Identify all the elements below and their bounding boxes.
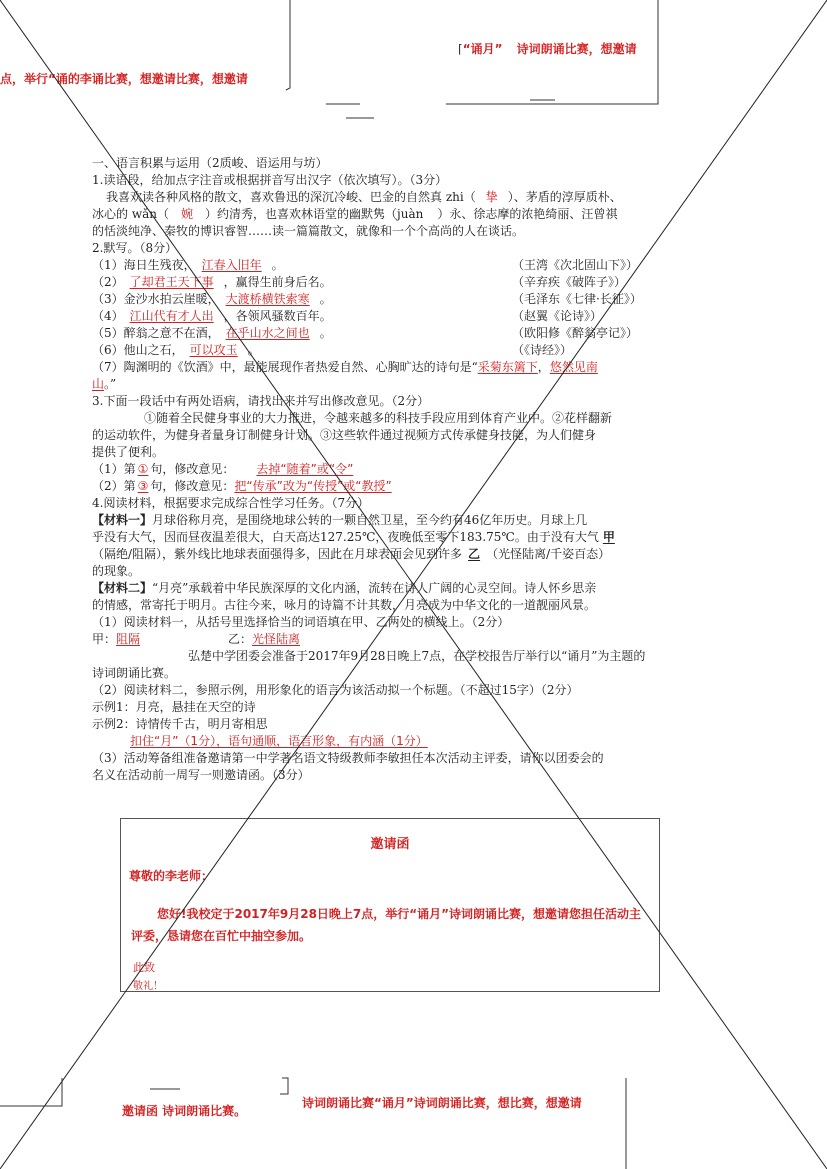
q3-p3: 提供了便利。 xyxy=(92,445,165,459)
q2-answer: 江春入旧年 xyxy=(201,258,262,272)
q2-item: （6）他山之石， 可以攻玉 。 （《诗经》） xyxy=(92,343,573,357)
q2-stem: 2.默写。（8分） xyxy=(92,241,178,255)
q3-answer-2: 把“传承”改为“传授”或“教授” xyxy=(234,479,392,493)
q4-s2-answer: 扣住“月”（1分），语句通顺，语言形象，有内涵（1分） xyxy=(130,734,428,748)
q2-item7-answer-2: 悠然见南 xyxy=(549,360,598,374)
q3-stem: 3.下面一段话中有两处语病，请找出来并写出修改意见。（2分） xyxy=(92,394,430,408)
q4-answer-jia: 阻隔 xyxy=(116,632,141,646)
q2-answer: 在乎山水之间也 xyxy=(225,326,310,340)
letter-title: 邀请函 xyxy=(370,837,410,852)
q1-line3: 的恬淡纯净、秦牧的博识睿智……读一篇篇散文，就像和一个个高尚的人在谈话。 xyxy=(92,224,525,238)
q2-item: （4） 江山代有才人出 ，各领风骚数百年。 （赵翼《论诗》） xyxy=(92,309,603,323)
q4-m1-line1: 【材料一】月球俗称月亮，是围绕地球公转的一颗自然卫星，至今约有46亿年历史。月球上几 xyxy=(92,513,588,527)
q2-answer: 大渡桥横铁索寒 xyxy=(225,292,310,306)
q4-s2: （2）阅读材料二，参照示例，用形象化的语言为该活动拟一个标题。（不超过15字）（2分） xyxy=(92,683,579,697)
q4-example-1: 示例1：月亮，悬挂在天空的诗 xyxy=(92,700,256,714)
q1-line2: 冰心的 wǎn（ 婉 ）约清秀，也喜欢林语堂的幽默隽（juàn ）永、徐志摩的浓艳绮丽、汪曾祺 xyxy=(92,207,618,221)
footer-right-fragment: 诗词朗诵比赛“诵月”诗词朗诵比赛，想比赛，想邀请 xyxy=(302,1096,582,1110)
q1-line1: 我喜欢读各种风格的散文，喜欢鲁迅的深沉冷峻、巴金的自然真 zhi（ 挚 ）、茅盾的淳厚质朴、 xyxy=(106,190,622,204)
q2-source: （《诗经》） xyxy=(512,343,573,357)
q4-blank-jia: 甲 xyxy=(602,530,615,544)
q4-blank-yi: 乙 xyxy=(468,547,481,561)
letter-closing-1: 此致 xyxy=(133,961,155,974)
letter-closing-2: 敬礼！ xyxy=(133,981,163,992)
q4-answer-yi: 光怪陆离 xyxy=(252,632,301,646)
section-title: 一、语言积累与运用（2质峻、语运用与坊） xyxy=(92,156,328,170)
q2-item: （1）海日生残夜， 江春入旧年 。 （王湾《次北固山下》） xyxy=(92,258,639,272)
q1-answer-2: 婉 xyxy=(180,207,193,221)
q4-s1-answers: 甲：阻隔 乙：光怪陆离 xyxy=(92,631,672,648)
q3-answer-1-line: （1）第 ① 句，修改意见： 去掉“随着”或“令” xyxy=(92,461,672,478)
q2-item: （5）醉翁之意不在酒， 在乎山水之间也 。 （欧阳修《醉翁亭记》） xyxy=(92,326,639,340)
q2-item7: （7）陶渊明的《饮酒》中，最能展现作者热爱自然、心胸旷达的诗句是“采菊东篱下，悠然见南 xyxy=(92,360,598,374)
q3-answer-1: 去掉“随着”或“令” xyxy=(256,462,354,476)
q4-m2-line2: 的情感，常寄托于明月。古往今来，咏月的诗篇不计其数，月亮成为中华文化的一道靓丽风景。 xyxy=(92,598,597,612)
q2-item: （3）金沙水拍云崖暖， 大渡桥横铁索寒 。 （毛泽东《七律·长征》） xyxy=(92,292,642,306)
q2-item7-cont: 山。” xyxy=(92,377,117,391)
letter-greeting: 尊敬的李老师： xyxy=(129,869,214,883)
header-right-text: 诗词朗诵比赛，想邀请 xyxy=(516,42,637,56)
q1-answer-1: 挚 xyxy=(485,190,498,204)
footer-left-fragment: 邀请函 诗词朗诵比赛。 xyxy=(122,1104,247,1118)
q2-source: （欧阳修《醉翁亭记》） xyxy=(512,326,639,340)
q4-event2: 诗词朗诵比赛。 xyxy=(92,666,177,680)
q4-m2-line1: 【材料二】“月亮”承载着中华民族深厚的文化内涵，流转在诗人广阔的心灵空间。诗人怀乡思亲 xyxy=(92,581,597,595)
q4-m1-line4: 的现象。 xyxy=(92,564,141,578)
q4-s1: （1）阅读材料一，从括号里选择恰当的词语填在甲、乙两处的横线上。（2分） xyxy=(92,615,510,629)
q4-example-2: 示例2：诗情传千古，明月寄相思 xyxy=(92,717,268,731)
q2-source: （辛弃疾《破阵子》） xyxy=(512,275,627,289)
q2-item: （2） 了却君王天下事 ，赢得生前身后名。 （辛弃疾《破阵子》） xyxy=(92,275,627,289)
header-right-fragment: ⌈“诵月” 诗词朗诵比赛，想邀请 xyxy=(458,42,637,56)
q1-stem: 1.读语段，给加点字注音或根据拼音写出汉字（依次填写）。（3分） xyxy=(92,173,448,187)
q4-stem: 4.阅读材料，根据要求完成综合性学习任务。（7分） xyxy=(92,496,370,510)
q4-s3-line1: （3）活动筹备组准备邀请第一中学著名语文特级教师李敏担任本次活动主评委，请你以团委会的 xyxy=(92,751,604,765)
q2-source: （王湾《次北固山下》） xyxy=(512,258,639,272)
q4-event: 弘楚中学团委会准备于2017年9月28日晚上7点，在学校报告厅举行以“诵月”为主题的 xyxy=(188,649,646,663)
q4-m1-line2: 乎没有大气，因而昼夜温差很大，白天高达127.25℃，夜晚低至零下183.75℃。由于没有大气 甲 xyxy=(92,529,672,546)
q3-answer-2-line: （2）第 ③ 句，修改意见：把“传承”改为“传授”或“教授” xyxy=(92,478,672,495)
header-quote: “诵月” xyxy=(462,42,503,56)
q4-m1-line3: （隔绝/阻隔），紫外线比地球表面强得多，因此在月球表面会见到许多 乙 （光怪陆离/千姿百态） xyxy=(92,547,611,561)
q2-source: （毛泽东《七律·长征》） xyxy=(512,292,642,306)
q3-p1: ①随着全民健身事业的大力推进，令越来越多的科技手段应用到体育产业中。②花样翻新 xyxy=(144,411,613,425)
header-left-fragment: 点，举行“诵的李诵比赛，想邀请比赛，想邀请 xyxy=(0,72,248,86)
letter-body: 您好!我校定于2017年9月28日晚上7点，举行“诵月”诗词朗诵比赛，想邀请您担任活动主评委，恳请您在百忙中抽空参加。 xyxy=(131,907,642,943)
q2-source: （赵翼《论诗》） xyxy=(512,309,603,323)
q4-s3-line2: 名义在活动前一周写一则邀请函。（3分） xyxy=(92,768,310,782)
q2-item7-answer-1: 采菊东篱下 xyxy=(477,360,538,374)
q2-answer: 可以攻玉 xyxy=(189,343,238,357)
q2-answer: 江山代有才人出 xyxy=(129,309,214,323)
q2-answer: 了却君王天下事 xyxy=(129,275,214,289)
q3-p2: 的运动软件，为健身者量身订制健身计划。③这些软件通过视频方式传承健身技能，为人们健身 xyxy=(92,428,597,442)
